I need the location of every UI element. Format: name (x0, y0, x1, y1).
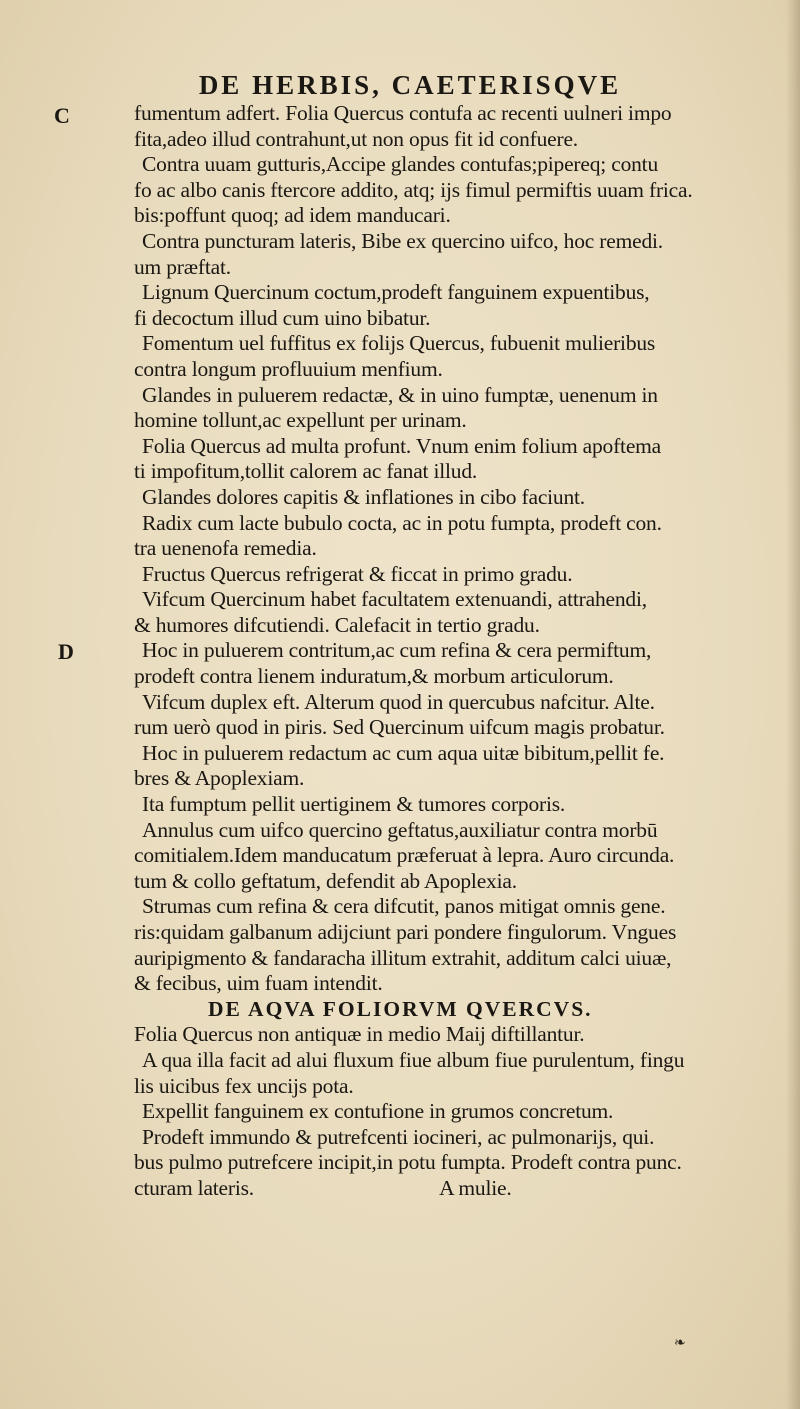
text-line: Hoc in puluerem redactum ac cum aqua uitæ bibitum,pellit fe. (142, 740, 665, 765)
ornament-icon: ❧ (674, 1335, 686, 1351)
text-line: tra uenenofa remedia. (134, 536, 317, 561)
text-line: rum uerò quod in piris. Sed Quercinum uifcum magis probatur. (134, 715, 665, 740)
text-line: Glandes dolores capitis & inflationes in cibo faciunt. (142, 484, 585, 509)
text-line: Expellit fanguinem ex contufione in grumos concretum. (142, 1099, 614, 1124)
text-line: ris:quidam galbanum adijciunt pari pondere fingulorum. Vngues (134, 920, 677, 944)
text-line: & humores difcutiendi. Calefacit in tertio gradu. (134, 612, 540, 637)
text-line: auripigmento & fandaracha illitum extrahit, additum calci uiuæ, (134, 945, 672, 970)
text-line: Vifcum duplex eft. Alterum quod in quercubus nafcitur. Alte. (142, 689, 655, 714)
text-line: ti impofitum,tollit calorem ac fanat illud. (134, 459, 478, 484)
text-line: Folia Quercus ad multa profunt. Vnum enim folium apoftema (142, 433, 662, 458)
text-line: Fomentum uel fuffitus ex folijs Quercus, fubuenit mulieribus (142, 331, 656, 356)
text-line: fita,adeo illud contrahunt,ut non opus fit id confuere. (134, 126, 578, 151)
text-line: Prodeft immundo & putrefcenti iocineri, ac pulmonarijs, qui. (142, 1124, 655, 1149)
text-line: bis:poffunt quoq; ad idem manducari. (134, 203, 451, 228)
margin-marker-c: C (54, 103, 70, 128)
text-line: Glandes in puluerem redactæ, & in uino fumptæ, uenenum in (142, 382, 658, 407)
text-line: cturam lateris. A mulie. (134, 1175, 512, 1200)
text-line: Ita fumptum pellit uertiginem & tumores corporis. (142, 792, 566, 817)
running-head: DE HERBIS, CAETERISQVE (198, 70, 622, 100)
text-line: contra longum profluuium menfium. (134, 356, 443, 381)
text-line: comitialem.Idem manducatum præferuat à lepra. Auro circunda. (134, 843, 675, 868)
text-line: Folia Quercus non antiquæ in medio Maij diftillantur. (134, 1022, 585, 1047)
margin-marker-d: D (58, 639, 74, 664)
text-line: Contra puncturam lateris, Bibe ex quercino uifco, hoc remedi. (142, 228, 663, 253)
text-line: um præftat. (134, 254, 231, 279)
text-block (134, 101, 790, 1202)
text-line: Vifcum Quercinum habet facultatem extenuandi, attrahendi, (142, 587, 647, 612)
text-line: fumentum adfert. Folia Quercus contufa ac recenti uulneri impo (134, 101, 672, 125)
text-line: prodeft contra lienem induratum,& morbum articulorum. (134, 664, 614, 689)
text-line: Fructus Quercus refrigerat & ficcat in primo gradu. (142, 561, 573, 586)
text-line: Annulus cum uifco quercino geftatus,auxiliatur contra morbū (142, 817, 658, 842)
text-line: Hoc in puluerem contritum,ac cum refina & cera permiftum, (142, 638, 652, 663)
text-line: A qua illa facit ad alui fluxum fiue album fiue purulentum, fingu (142, 1047, 685, 1072)
text-line: Radix cum lacte bubulo cocta, ac in potu fumpta, prodeft con. (142, 510, 662, 535)
text-line: & fecibus, uim fuam intendit. (134, 971, 383, 996)
text-line: fo ac albo canis ftercore addito, atq; ijs fimul permiftis uuam frica. (134, 177, 693, 202)
text-line: bus pulmo putrefcere incipit,in potu fumpta. Prodeft contra punc. (134, 1150, 682, 1175)
text-line: Contra uuam gutturis,Accipe glandes contufas;pipereq; contu (142, 152, 658, 177)
text-line: fi decoctum illud cum uino bibatur. (134, 305, 431, 330)
section-heading: DE AQVA FOLIORVM QVERCVS. (208, 996, 593, 1021)
text-line: Strumas cum refina & cera difcutit, panos mitigat omnis gene. (142, 894, 666, 919)
text-line: tum & collo geftatum, defendit ab Apoplexia. (134, 868, 517, 893)
text-line: Lignum Quercinum coctum,prodeft fanguinem expuentibus, (142, 280, 650, 305)
text-line: bres & Apoplexiam. (134, 766, 305, 791)
text-line: homine tollunt,ac expellunt per urinam. (134, 408, 467, 433)
text-line: lis uicibus fex uncijs pota. (134, 1073, 354, 1098)
